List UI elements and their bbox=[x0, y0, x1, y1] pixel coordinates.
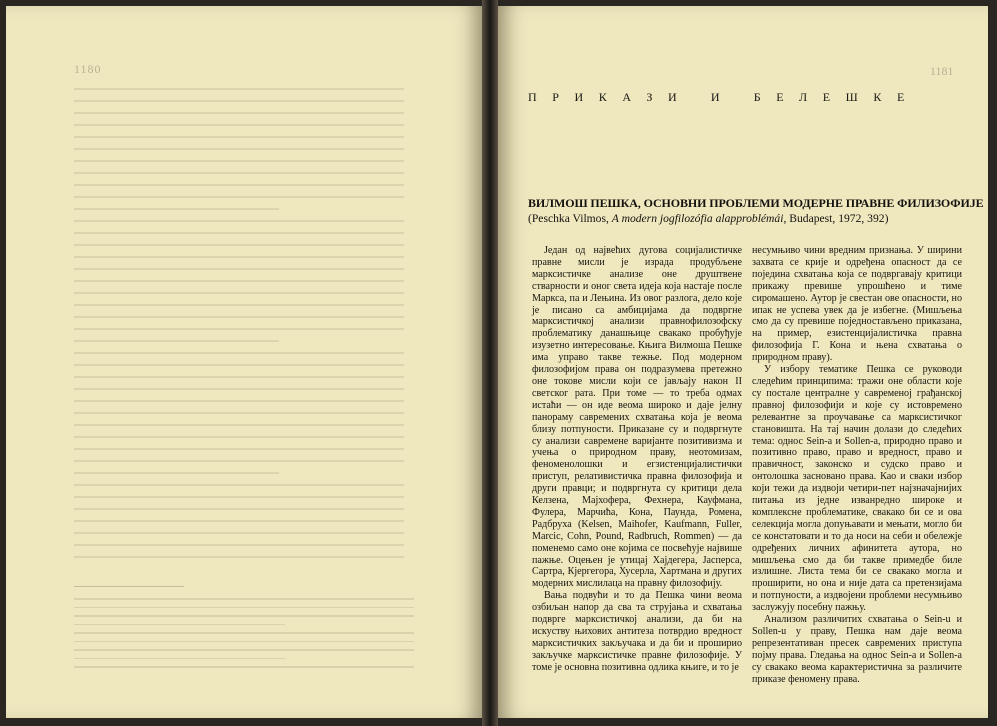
left-page bbox=[6, 6, 482, 718]
citation-author: (Peschka Vilmos, bbox=[528, 212, 612, 225]
right-page bbox=[498, 6, 988, 718]
body-paragraph: Један од највећих дугова социјалистичке правне мисли је израда продубљене марксистичке анализе оне друштвене стварности и оног света идеја која настаје после Маркса, па и Лењина. Из овог разлога, дело које је писано са амбицијама да подвргне марксистичкој анализи правнофилозофску проблематику данашњице свакако пробуђује изузетно интересовање. Књига Вилмоша Пешке има управо такве тежње. Под модерном филозофијом права он подразумева претежно оне токове мисли који се јављају након II светског рата. При томе — то треба одмах истаћи — он иде веома широко и даје јелну панораму савремених схватања која је веома близу потпуности. Приказане су и подвргнуте су анализи савремене варијанте позитивизма и учења о природном праву, неотомизам, феноменолошки и егзистенцијалистички приступ, релативистичка правна филозофија и други правци; и подвргнута су критици дела Келзена, Мајхофера, Фехнера, Кауфмана, Фулера, Марчића, Кона, Паунда, Ромена, Радбруха (Kelsen, Maihofer, Kaufmann, Fuller, Marcic, Cohn, Pound, Radbruch, Rommen) — да поменемо само оне којима се посвећује највише пажње. Оцењен је утицај Хајдегера, Јасперса, Сартра, Кјергегора, Хусерла, Хартмана и других модерних мислилаца на правну филозофију. bbox=[532, 245, 742, 590]
bleed-through-line bbox=[74, 666, 414, 668]
body-column-right bbox=[752, 245, 962, 686]
bleed-through-line bbox=[74, 615, 414, 617]
bleed-through-line bbox=[74, 160, 404, 162]
left-page-number: 1180 bbox=[74, 62, 102, 76]
bleed-through-line bbox=[74, 364, 404, 366]
bleed-through-line bbox=[74, 88, 404, 90]
bleed-through-line bbox=[74, 448, 404, 450]
body-paragraph: несумњиво чини вредним признања. У ширини захвата се крије и одређена опасност да се поједина схватања која се подвргавају критици прикажу превише упрошћено и тиме сиромашено. Аутор је свестан ове опасности, но ипак не успева увек да је избегне. (Мишљења смо да су превише поједностављено приказана, на пример, езистенцијалистичка правна филозофија Г. Кона и њена схватања о природном праву). bbox=[752, 245, 962, 364]
bleed-through-line bbox=[74, 376, 404, 378]
body-paragraph: У избору тематике Пешка се руководи следећим принципима: тражи оне области које су постале централне у савременој грађанској правној филозофији и које су истовремено релевантне за проучавање са марксистичког становишта. На тај начин долази до следећих тема: однос Sein-a и Sollen-a, природно право и позитивно право, право и вредност, право и правичност, законско и судско право и онтолошка засновано права. Као и сваки избор који тежи да издвоји четири-пет најзначајнијих питања из једне изванредно широке и комплексне проблематике, свакако би се и ова селекција могла допуњавати и мењати, могло би се констатовати и то да носи на себи и обележје одређених личних афинитета аутора, но мишљења смо да би такве примедбе биле излишне. Листа тема би се свакако могла и проширити, но она и није дата са претензијама и потпуности, а издвојени проблеми несумњиво заслужују посебну пажњу. bbox=[752, 364, 962, 614]
bleed-through-line bbox=[74, 460, 404, 462]
bleed-through-footnote bbox=[74, 598, 414, 675]
bleed-through-line bbox=[74, 624, 285, 626]
bleed-through-line bbox=[74, 632, 414, 634]
section-heading: ПРИКАЗИ И БЕЛЕШКЕ bbox=[528, 90, 920, 104]
bleed-through-line bbox=[74, 304, 404, 306]
bleed-through-line bbox=[74, 316, 404, 318]
body-column-left bbox=[532, 245, 742, 674]
bleed-through-line bbox=[74, 607, 414, 609]
bleed-through-line bbox=[74, 641, 414, 643]
article-title: ВИЛМОШ ПЕШКА, ОСНОВНИ ПРОБЛЕМИ МОДЕРНЕ ПРАВНЕ ФИЛИЗОФИЈЕ bbox=[528, 196, 984, 210]
bleed-through-line bbox=[74, 598, 414, 600]
bleed-through-line bbox=[74, 544, 404, 546]
bleed-through-line bbox=[74, 280, 404, 282]
book-gutter bbox=[482, 0, 498, 726]
article-citation bbox=[528, 212, 964, 225]
bleed-through-line bbox=[74, 208, 279, 210]
bleed-through-line bbox=[74, 268, 404, 270]
citation-work-title: A modern jogfilozófia alapproblémái bbox=[611, 212, 784, 225]
bleed-through-line bbox=[74, 112, 404, 114]
body-paragraph: Анализом различитих схватања о Sein-u и Sollen-u у праву, Пешка нам даје веома репрезентативан пресек савремених приступа појму права. Гледања на однос Sein-a и Sollen-a су свакако веома карактеристична за различите приказе феномену права. bbox=[752, 614, 962, 685]
bleed-through-line bbox=[74, 484, 404, 486]
bleed-through-line bbox=[74, 520, 404, 522]
bleed-through-line bbox=[74, 220, 404, 222]
bleed-through-line bbox=[74, 256, 404, 258]
bleed-through-line bbox=[74, 532, 404, 534]
citation-publication: , Budapest, 1972, 392) bbox=[783, 212, 889, 225]
bleed-through-text bbox=[74, 88, 404, 568]
right-page-number: 1181 bbox=[930, 64, 954, 78]
bleed-through-line bbox=[74, 508, 404, 510]
bleed-through-line bbox=[74, 424, 404, 426]
bleed-through-line bbox=[74, 556, 404, 558]
bleed-through-line bbox=[74, 352, 404, 354]
bleed-through-line bbox=[74, 196, 404, 198]
bleed-through-line bbox=[74, 412, 404, 414]
bleed-through-line bbox=[74, 172, 404, 174]
footnote-divider bbox=[74, 586, 184, 587]
bleed-through-line bbox=[74, 100, 404, 102]
bleed-through-line bbox=[74, 340, 279, 342]
bleed-through-line bbox=[74, 436, 404, 438]
bleed-through-line bbox=[74, 136, 404, 138]
bleed-through-line bbox=[74, 244, 404, 246]
bleed-through-line bbox=[74, 649, 414, 651]
bleed-through-line bbox=[74, 400, 404, 402]
bleed-through-line bbox=[74, 496, 404, 498]
bleed-through-line bbox=[74, 388, 404, 390]
bleed-through-line bbox=[74, 658, 285, 660]
bleed-through-line bbox=[74, 292, 404, 294]
bleed-through-line bbox=[74, 148, 404, 150]
bleed-through-line bbox=[74, 328, 404, 330]
bleed-through-line bbox=[74, 472, 279, 474]
bleed-through-line bbox=[74, 232, 404, 234]
bleed-through-line bbox=[74, 184, 404, 186]
body-paragraph: Вања подвући и то да Пешка чини веома озбиљан напор да сва та струјања и схватања подврге марксистичкој анализи, да би на искуству њихових антитеза потврдио вредност марксистичких закључака и да би и проширио закључке марксистичке правне филозофије. У томе је основна позитивна одлика књиге, и то је bbox=[532, 590, 742, 673]
bleed-through-line bbox=[74, 124, 404, 126]
